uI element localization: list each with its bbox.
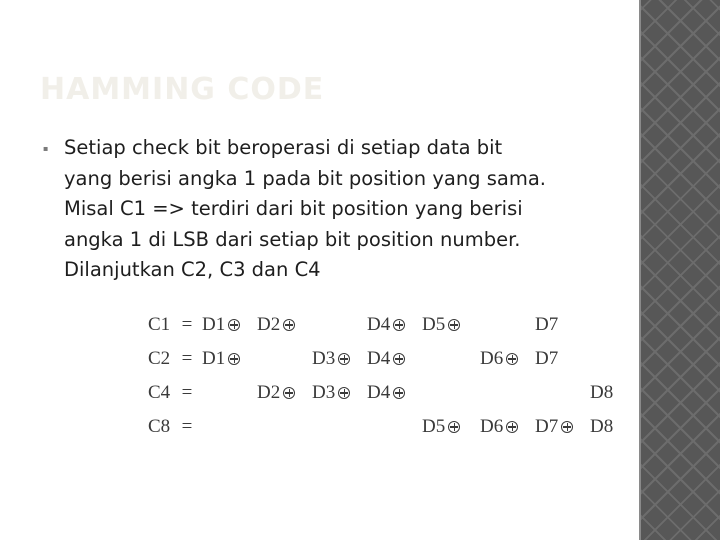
xor-icon: [283, 319, 295, 331]
equals-sign: =: [181, 314, 193, 335]
data-bit-term: [535, 414, 589, 440]
xor-icon: [283, 387, 295, 399]
data-bit-term: [480, 414, 534, 440]
bullet-item: [40, 133, 640, 286]
xor-icon: [228, 353, 240, 365]
data-bit-label: D1: [202, 348, 226, 369]
data-bit-term: [312, 346, 366, 372]
equals-sign: =: [181, 348, 193, 369]
paragraph-line: angka 1 di LSB dari setiap bit position number.: [64, 227, 521, 251]
check-bit-label: C8: [148, 416, 171, 437]
xor-icon: [393, 319, 405, 331]
check-bit-label: C1: [148, 314, 171, 335]
data-bit-label: D5: [422, 416, 446, 437]
paragraph-line: yang berisi angka 1 pada bit position yang sama.: [64, 166, 547, 190]
data-bit-label: D6: [480, 416, 504, 437]
paragraph-line: Setiap check bit beroperasi di setiap data bit: [64, 136, 503, 159]
data-bit-label: D4: [367, 348, 391, 369]
paragraph-line: Misal C1 => terdiri dari bit position yang berisi: [64, 197, 523, 220]
decorative-side-band: [641, 0, 720, 540]
data-bit-term: [312, 380, 366, 406]
data-bit-label: D1: [202, 314, 226, 335]
data-bit-label: D8: [590, 416, 614, 437]
check-bit-label: C4: [148, 382, 171, 403]
data-bit-term: [422, 312, 476, 338]
data-bit-label: D5: [422, 314, 446, 335]
data-bit-term: [367, 312, 421, 338]
data-bit-term: [422, 414, 476, 440]
xor-icon: [393, 353, 405, 365]
data-bit-label: D8: [590, 382, 614, 403]
xor-icon: [338, 387, 350, 399]
xor-icon: [506, 353, 518, 365]
data-bit-term: [480, 346, 534, 372]
bullet-icon: ▪: [43, 144, 49, 153]
equals-sign: =: [181, 382, 193, 403]
data-bit-term: [590, 380, 644, 406]
data-bit-label: D4: [367, 382, 391, 403]
xor-icon: [448, 319, 460, 331]
data-bit-label: D3: [312, 348, 336, 369]
data-bit-label: D7: [535, 416, 559, 437]
xor-icon: [561, 421, 573, 433]
slide-title: HAMMING CODE: [40, 72, 325, 107]
data-bit-term: [535, 312, 589, 338]
paragraph-line: Dilanjutkan C2, C3 dan C4: [64, 258, 321, 281]
data-bit-label: D7: [535, 348, 559, 369]
data-bit-label: D6: [480, 348, 504, 369]
xor-icon: [506, 421, 518, 433]
data-bit-term: [535, 346, 589, 372]
xor-icon: [228, 319, 240, 331]
data-bit-label: D4: [367, 314, 391, 335]
data-bit-label: D3: [312, 382, 336, 403]
data-bit-term: [202, 346, 256, 372]
data-bit-label: D2: [257, 382, 281, 403]
data-bit-term: [257, 312, 311, 338]
xor-icon: [338, 353, 350, 365]
bullet-paragraph: [64, 133, 640, 286]
check-bit-label: C2: [148, 348, 171, 369]
data-bit-term: [590, 414, 644, 440]
data-bit-term: [257, 380, 311, 406]
data-bit-term: [367, 380, 421, 406]
data-bit-term: [367, 346, 421, 372]
xor-icon: [393, 387, 405, 399]
xor-icon: [448, 421, 460, 433]
equals-sign: =: [181, 416, 193, 437]
data-bit-label: D7: [535, 314, 559, 335]
data-bit-term: [202, 312, 256, 338]
data-bit-label: D2: [257, 314, 281, 335]
